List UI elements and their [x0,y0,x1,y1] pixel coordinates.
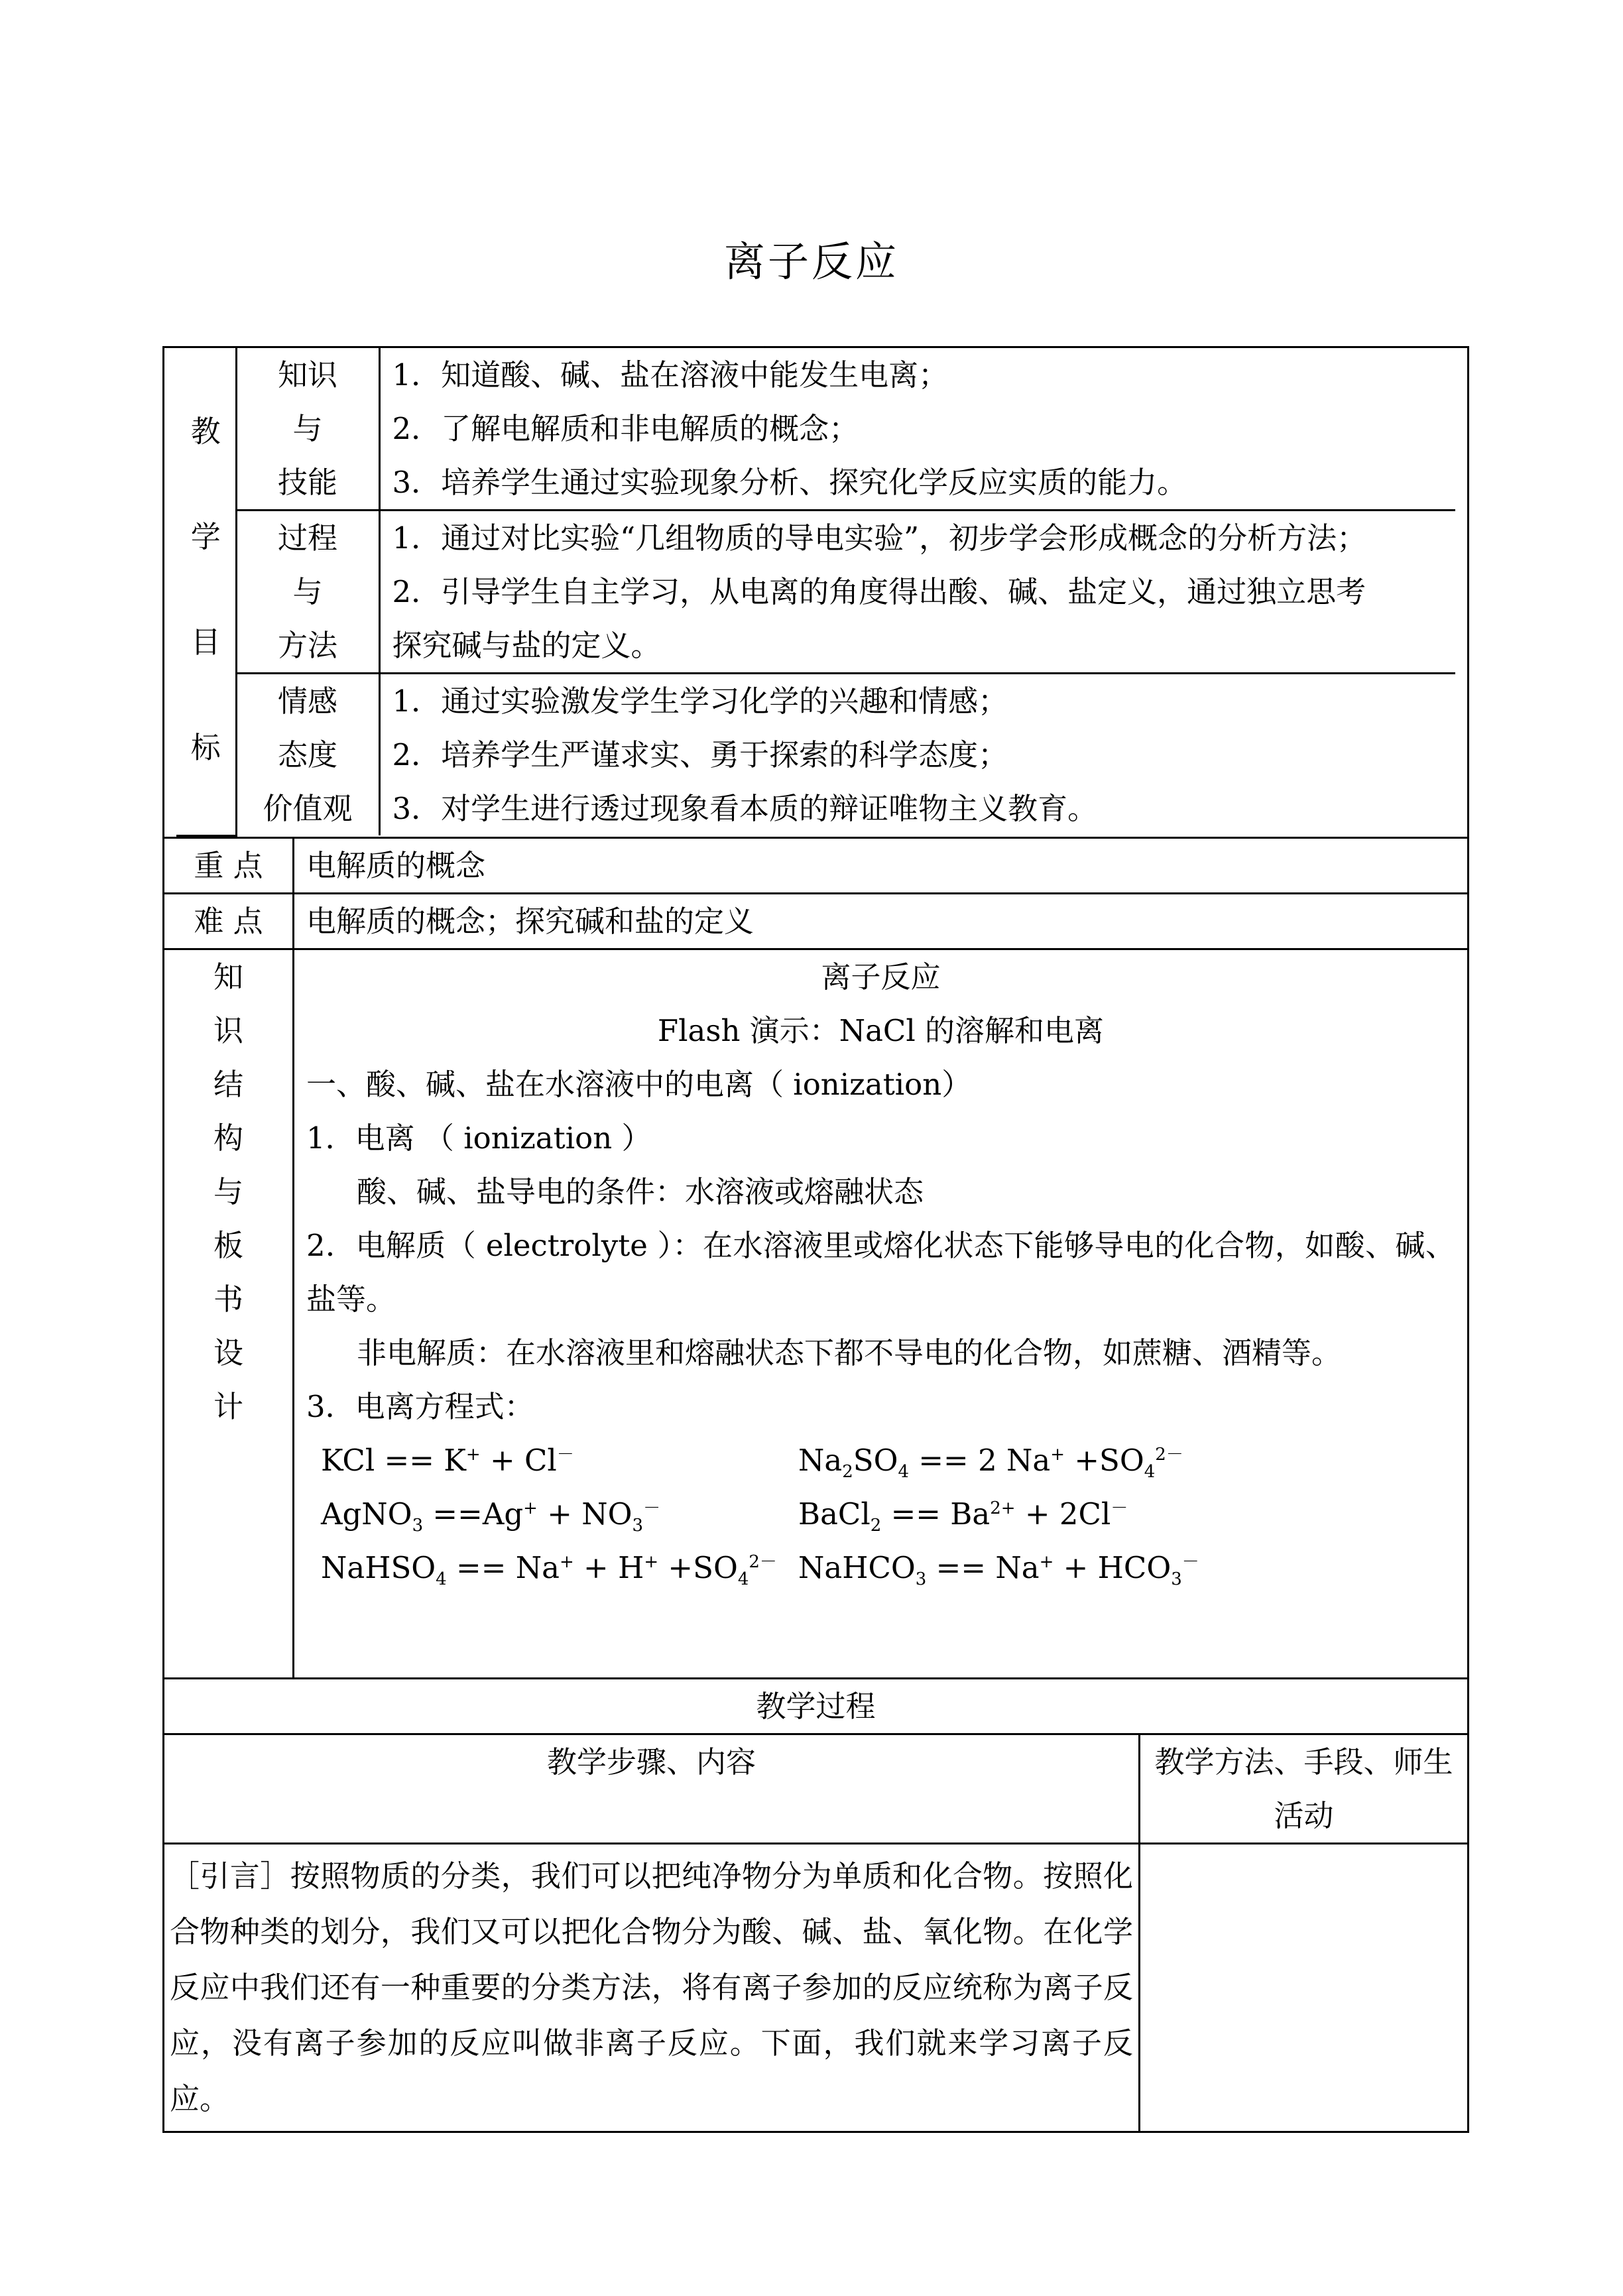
process-header-row [164,1678,1469,1734]
board-note: 非电解质：在水溶液里和熔融状态下都不导电的化合物，如蔗糖、酒精等。 [357,1335,1342,1370]
board-label-char: 与 [213,1174,243,1209]
process-header: 教学过程 [164,1678,1469,1734]
group-label-line: 过程 [277,520,337,556]
objective-item: 3．对学生进行透过现象看本质的辩证唯物主义教育。 [392,791,1098,826]
objective-group-items [379,511,1455,674]
group-label-line: 与 [292,574,323,609]
objectives-label-char: 目 [190,624,221,660]
process-col-methods: 教学方法、手段、师生活动 [1140,1734,1469,1843]
board-label-char: 识 [213,1012,243,1048]
objectives-table [176,348,1455,837]
objectives-cell [164,347,1469,838]
group-label-line: 技能 [277,465,337,500]
board-label-char: 构 [213,1120,243,1156]
objective-group-label [236,511,379,674]
objective-group-items [379,674,1455,836]
board-label-char: 板 [213,1227,243,1263]
objective-item: 1．通过对比实验“几组物质的导电实验”，初步学会形成概念的分析方法； [392,520,1367,556]
board-note: 酸、碱、盐导电的条件：水溶液或熔融状态 [357,1174,924,1209]
objectives-label-char: 标 [190,729,221,765]
lesson-plan-table [162,346,1469,2133]
board-design-row [164,949,1469,1678]
board-label-char: 设 [213,1335,243,1370]
board-label-char: 书 [213,1281,243,1317]
group-label-line: 价值观 [263,791,353,826]
board-item: 3．电离方程式： [306,1388,534,1424]
board-subheading: Flash 演示：NaCl 的溶解和电离 [657,1012,1105,1048]
difficulty-row [164,893,1469,949]
board-label-char: 计 [213,1388,243,1424]
equation: KCl == K+ + Cl－ [321,1442,574,1478]
key-point-text: 电解质的概念 [294,837,1469,893]
group-label-line: 情感 [277,684,337,719]
board-label-char: 结 [213,1066,243,1102]
board-item: 1．电离 （ ionization ） [306,1120,652,1156]
group-label-line: 与 [292,411,323,446]
equations-grid [306,1433,1455,1595]
board-design-content [294,949,1469,1678]
difficulty-label: 难 点 [164,893,294,949]
objectives-label [176,348,236,835]
objective-item: 2．培养学生严谨求实、勇于探索的科学态度； [392,737,1008,772]
board-section: 一、酸、碱、盐在水溶液中的电离（ ionization） [306,1066,972,1102]
equation: $Na_2SO_4 == 2$ $Na^+ +SO_4^{2-}$ [798,1442,1183,1482]
objectives-row [164,347,1469,838]
process-columns-row [164,1734,1469,1843]
board-label-char: 知 [213,959,243,995]
objective-item: 探究碱与盐的定义。 [392,628,661,663]
objective-item: 2．引导学生自主学习，从电离的角度得出酸、碱、盐定义，通过独立思考 [392,574,1366,609]
objective-group-items [379,348,1455,511]
objective-item: 1．知道酸、碱、盐在溶液中能发生电离； [392,357,949,393]
objective-item: 3．培养学生通过实验现象分析、探究化学反应实质的能力。 [392,465,1187,500]
equation: BaCl$_2$ == $Ba^{2+} + 2Cl^-$ [798,1496,1128,1536]
difficulty-text: 电解质的概念；探究碱和盐的定义 [294,893,1469,949]
objective-item: 2．了解电解质和非电解质的概念； [392,411,859,446]
equation: NaHSO$_4$ == $Na^+ + H^+ +SO_4^{2-}$ [321,1549,777,1589]
objective-group-label [236,674,379,836]
group-label-line: 态度 [277,737,337,772]
process-intro-text: ［引言］按照物质的分类，我们可以把纯净物分为单质和化合物。按照化合物种类的划分，我们又可以把化合物分为酸、碱、盐、氧化物。在化学反应中我们还有一种重要的分类方法，将有离子参加的反应统称为离子反应，没有离子参加的反应叫做非离子反应。下面，我们就来学习离子反应。 [164,1843,1140,2132]
objectives-label-char: 学 [190,518,221,554]
process-methods-cell [1140,1843,1469,2132]
page-title: 离子反应 [723,237,899,286]
objective-group-label [236,348,379,511]
group-label-line: 方法 [277,628,337,663]
equation: AgNO$_3$ $==Ag^+ + NO_3^-$ [321,1496,661,1536]
equation: NaHCO$_3$ == $Na^+ + HCO_3^-$ [798,1549,1199,1589]
objective-item: 1．通过实验激发学生学习化学的兴趣和情感； [392,684,1008,719]
key-point-label: 重 点 [164,837,294,893]
objectives-label-char: 教 [190,413,221,449]
board-heading: 离子反应 [821,959,941,995]
board-design-label [164,949,294,1678]
key-point-row [164,837,1469,893]
group-label-line: 知识 [277,357,337,393]
process-content-row [164,1843,1469,2132]
board-item: 2．电解质（ electrolyte ）：在水溶液里或熔化状态下能够导电的化合物，如酸、碱、盐等。 [306,1227,1455,1317]
process-col-steps: 教学步骤、内容 [164,1734,1140,1843]
